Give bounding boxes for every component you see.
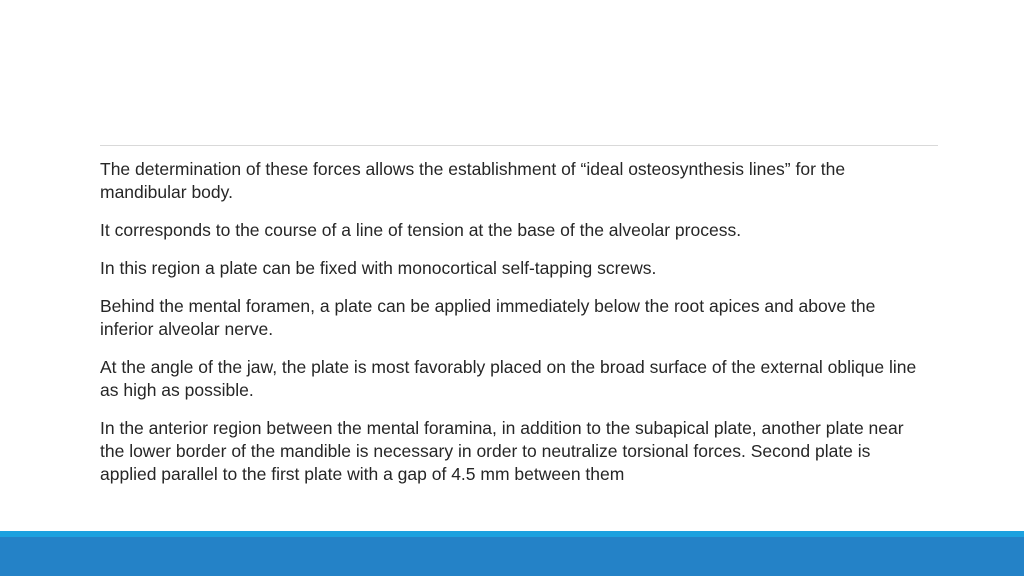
paragraph-osteosynthesis-lines: The determination of these forces allows the establishment of “ideal osteosynthesis lines” for the mandibular body.	[100, 159, 846, 202]
footer-band	[0, 531, 1024, 576]
title-divider	[100, 145, 938, 146]
paragraph-angle-of-jaw: At the angle of the jaw, the plate is most favorably placed on the broad surface of the external oblique line as high as possible.	[100, 357, 917, 400]
slide-body	[100, 158, 930, 501]
paragraph-tension-line: It corresponds to the course of a line of tension at the base of the alveolar process.	[100, 220, 742, 240]
paragraph-anterior-region: In the anterior region between the mental foramina, in addition to the subapical plate, another plate near the lower border of the mandible is necessary in order to neutralize torsional forces. Second plate is applied parallel to the first plate with a gap of 4.5 mm between them	[100, 418, 904, 484]
footer-main-stripe	[0, 537, 1024, 576]
paragraph-mental-foramen: Behind the mental foramen, a plate can be applied immediately below the root apices and above the inferior alveolar nerve.	[100, 296, 876, 339]
paragraph-monocortical-screws: In this region a plate can be fixed with monocortical self-tapping screws.	[100, 258, 657, 278]
